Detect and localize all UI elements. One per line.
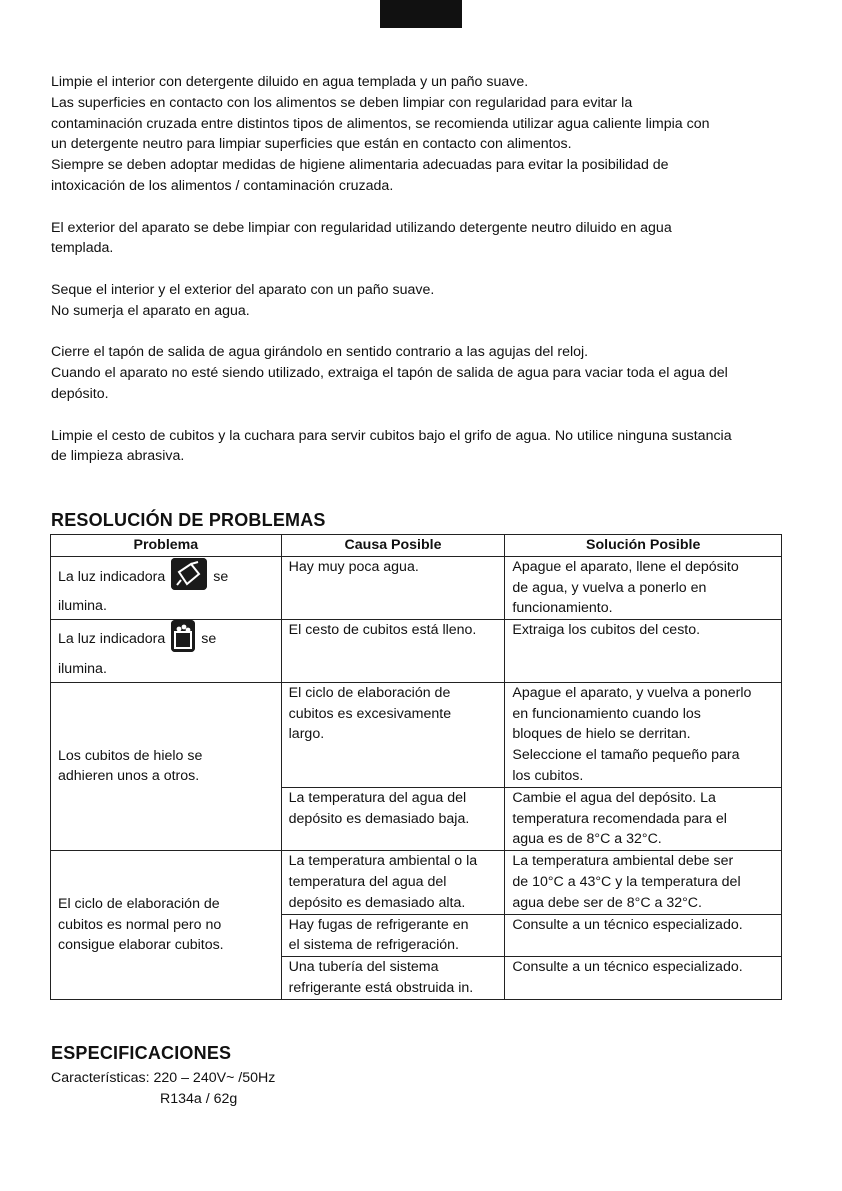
text-line: refrigerante está obstruida in. bbox=[288, 979, 474, 996]
text-line: Apague el aparato, y vuelva a ponerlo bbox=[512, 684, 752, 701]
table-row bbox=[51, 620, 782, 683]
text-line: Hay fugas de refrigerante en bbox=[288, 916, 469, 933]
text-line: depósito es demasiado baja. bbox=[288, 810, 470, 827]
cause-cell bbox=[281, 914, 505, 957]
text-line: bloques de hielo se derritan. bbox=[512, 726, 691, 743]
cause-cell bbox=[281, 682, 505, 787]
text-line: La temperatura ambiental debe ser bbox=[512, 853, 734, 870]
text-line: contaminación cruzada entre distintos tipos de alimentos, se recomienda utilizar agua caliente limpia con bbox=[51, 115, 710, 132]
text-line: un detergente neutro para limpiar superficies que están en contacto con alimentos. bbox=[51, 136, 572, 153]
paragraph-ice-basket bbox=[51, 426, 791, 468]
text-line: La temperatura ambiental o la bbox=[288, 853, 478, 870]
text-line: temperatura del agua del bbox=[288, 873, 447, 890]
problem-text: se bbox=[201, 631, 217, 648]
text-line: La temperatura del agua del bbox=[288, 789, 467, 806]
solution-cell bbox=[505, 851, 782, 914]
solution-cell bbox=[505, 914, 782, 957]
problem-text: se bbox=[213, 568, 229, 585]
header-problem: Problema bbox=[51, 535, 282, 557]
text-line: consigue elaborar cubitos. bbox=[58, 937, 224, 954]
text-line: el sistema de refrigeración. bbox=[288, 937, 459, 954]
troubleshooting-table bbox=[50, 534, 782, 1000]
troubleshooting-title: RESOLUCIÓN DE PROBLEMAS bbox=[51, 510, 326, 530]
text-line: No sumerja el aparato en agua. bbox=[51, 302, 250, 319]
solution-cell bbox=[505, 957, 782, 1000]
text-line: Limpie el interior con detergente diluido en agua templada y un paño suave. bbox=[51, 74, 529, 90]
problem-cell bbox=[51, 556, 282, 619]
ice-basket-full-icon bbox=[171, 620, 195, 659]
water-refill-icon bbox=[171, 558, 207, 597]
problem-text: ilumina. bbox=[58, 660, 107, 677]
text-line: los cubitos. bbox=[512, 767, 584, 784]
text-line: Extraiga los cubitos del cesto. bbox=[512, 622, 701, 639]
text-line: Seleccione el tamaño pequeño para bbox=[512, 747, 740, 764]
text-line: Cambie el agua del depósito. La bbox=[512, 789, 716, 806]
cause-cell: Hay muy poca agua. bbox=[281, 556, 505, 619]
text-line: intoxicación de los alimentos / contaminación cruzada. bbox=[51, 177, 394, 194]
solution-cell bbox=[505, 682, 782, 787]
paragraph-interior bbox=[51, 72, 791, 197]
text-line: templada. bbox=[51, 240, 114, 257]
spec-line-electrical: Características: 220 – 240V~ /50Hz bbox=[51, 1070, 276, 1086]
text-line: El ciclo de elaboración de bbox=[288, 684, 451, 701]
text-line: largo. bbox=[288, 726, 325, 743]
text-line: temperatura recomendada para el bbox=[512, 810, 727, 827]
text-line: cubitos es normal pero no bbox=[58, 916, 222, 933]
text-line: Apague el aparato, llene el depósito bbox=[512, 558, 739, 575]
problem-text: La luz indicadora bbox=[58, 568, 166, 585]
spec-line-refrigerant: R134a / 62g bbox=[160, 1091, 238, 1107]
text-line: agua debe ser de 8°C a 32°C. bbox=[512, 894, 702, 911]
table-header-row bbox=[51, 535, 782, 557]
text-line: depósito es demasiado alta. bbox=[288, 894, 466, 911]
cause-cell: El cesto de cubitos está lleno. bbox=[281, 620, 505, 683]
cause-cell bbox=[281, 787, 505, 850]
cause-cell bbox=[281, 851, 505, 914]
text-line: en funcionamiento cuando los bbox=[512, 705, 701, 722]
specifications-block bbox=[51, 1068, 275, 1110]
text-line: adhieren unos a otros. bbox=[58, 768, 200, 785]
cause-cell bbox=[281, 957, 505, 1000]
text-line: Cuando el aparato no esté siendo utilizado, extraiga el tapón de salida de agua para vaciar toda el agua del bbox=[51, 365, 728, 382]
solution-cell bbox=[505, 556, 782, 619]
text-line: Seque el interior y el exterior del aparato con un paño suave. bbox=[51, 281, 435, 298]
text-line: Siempre se deben adoptar medidas de higiene alimentaria adecuadas para evitar la posibilidad de bbox=[51, 157, 669, 174]
header-solution: Solución Posible bbox=[505, 535, 782, 557]
text-line: de 10°C a 43°C y la temperatura del bbox=[512, 873, 741, 890]
table-row bbox=[51, 851, 782, 914]
text-line: Consulte a un técnico especializado. bbox=[512, 959, 743, 976]
problem-cell bbox=[51, 851, 282, 1000]
problem-cell bbox=[51, 682, 282, 850]
solution-cell bbox=[505, 787, 782, 850]
header-cause: Causa Posible bbox=[281, 535, 505, 557]
problem-cell bbox=[51, 620, 282, 683]
text-line: El exterior del aparato se debe limpiar con regularidad utilizando detergente neutro diluido en agua bbox=[51, 219, 672, 236]
text-line: agua es de 8°C a 32°C. bbox=[512, 831, 662, 848]
text-line: Los cubitos de hielo se bbox=[58, 747, 203, 764]
text-line: El ciclo de elaboración de bbox=[58, 895, 220, 912]
text-line: Una tubería del sistema bbox=[288, 959, 439, 976]
text-line: Limpie el cesto de cubitos y la cuchara para servir cubitos bajo el grifo de agua. No utilice ninguna sustancia bbox=[51, 427, 732, 444]
page-tab-marker bbox=[380, 0, 462, 28]
problem-text: La luz indicadora bbox=[58, 631, 166, 648]
text-line: Las superficies en contacto con los alimentos se deben limpiar con regularidad para evitar la bbox=[51, 94, 633, 111]
paragraph-exterior bbox=[51, 218, 791, 260]
text-line: de limpieza abrasiva. bbox=[51, 448, 185, 465]
solution-cell bbox=[505, 620, 782, 683]
text-line: cubitos es excesivamente bbox=[288, 705, 452, 722]
text-line: de agua, y vuelva a ponerlo en bbox=[512, 579, 707, 596]
specifications-title: ESPECIFICACIONES bbox=[51, 1043, 232, 1063]
paragraph-drying bbox=[51, 280, 791, 322]
text-line: Cierre el tapón de salida de agua girándolo en sentido contrario a las agujas del reloj. bbox=[51, 344, 589, 361]
paragraph-drain-plug bbox=[51, 342, 791, 404]
cleaning-instructions bbox=[51, 72, 791, 488]
problem-text: ilumina. bbox=[58, 598, 107, 615]
table-row bbox=[51, 556, 782, 619]
table-row bbox=[51, 682, 782, 787]
text-line: Consulte a un técnico especializado. bbox=[512, 916, 743, 933]
text-line: funcionamiento. bbox=[512, 600, 613, 617]
text-line: depósito. bbox=[51, 385, 109, 402]
